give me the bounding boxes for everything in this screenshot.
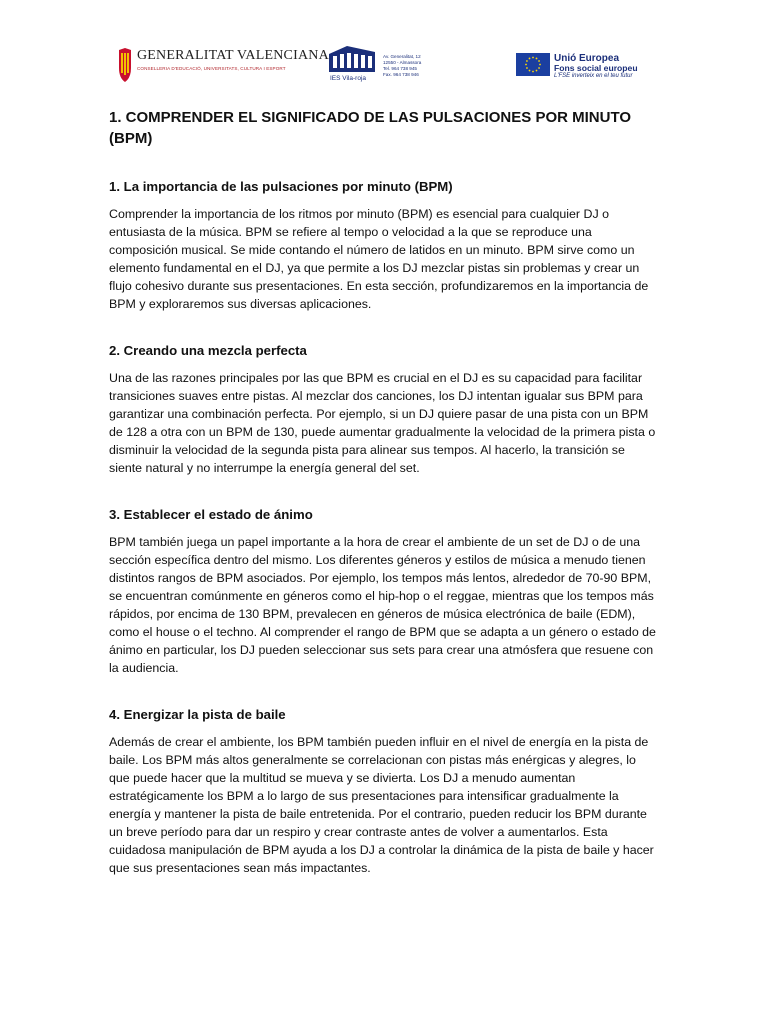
eu-fons: Fons social europeu xyxy=(554,63,638,73)
section-set-mood xyxy=(109,506,659,677)
eu-star-icon xyxy=(525,64,527,66)
section-heading: 1. La importancia de las pulsaciones por minuto (BPM) xyxy=(109,179,453,194)
section-heading: 2. Creando una mezcla perfecta xyxy=(109,343,307,358)
ies-logo xyxy=(327,44,421,86)
eu-logo xyxy=(516,53,638,80)
ies-address xyxy=(383,54,421,86)
ies-address-line: 12550 - Almassora xyxy=(383,60,422,65)
section-paragraph: Comprender la importancia de los ritmos por minuto (BPM) es esencial para cualquier DJ o entusiasta de la música. BPM se refiere al tempo o velocidad a la que se reproduce una composición musical. Se mide contando el número de latidos en un minuto. BPM sirve como un elemento fundamental en el DJ, ya que permite a los DJ mezclar pistas sin problemas y crear un flujo cohesivo durante sus presentaciones. En esta sección, profundizaremos en la importancia de BPM y exploraremos sus diversas aplicaciones. xyxy=(109,207,649,311)
ies-address-line: Av. Generalitat, 12 xyxy=(383,54,421,59)
eu-star-icon xyxy=(532,71,534,73)
eu-flag-icon xyxy=(516,53,550,76)
section-heading: 3. Establecer el estado de ánimo xyxy=(109,507,313,522)
section-bpm-importance xyxy=(109,178,659,313)
ies-address-line: Fax. 964 738 946 xyxy=(383,72,419,77)
section-energize-floor xyxy=(109,706,659,877)
section-perfect-mix xyxy=(109,342,659,477)
generalitat-emblem-icon xyxy=(117,48,133,82)
generalitat-name: GENERALITAT VALENCIANA xyxy=(137,48,329,63)
section-paragraph: BPM también juega un papel importante a la hora de crear el ambiente de un set de DJ o de una sección específica dentro del mismo. Los diferentes géneros y estilos de música a menudo tienen distintos rangos de BPM asociados. Por ejemplo, los tempos más lentos, alrededor de 70-90 BPM, se encuentran comúnmente en géneros como el hip-hop o el reggae, mientras que los tempos más rápidos, por encima de 130 BPM, prevalecen en géneros de música electrónica de baile (EDM), como el house o el techno. Al comprender el rango de BPM que se adapta a un género o estado de ánimo en particular, los DJ pueden seleccionar sus sets para crear una atmósfera que resuene con la audiencia. xyxy=(109,535,656,675)
document-header xyxy=(0,44,768,96)
section-paragraph: Además de crear el ambiente, los BPM también pueden influir en el nivel de energía en la pista de baile. Los BPM más altos generalmente se correlacionan con pistas más enérgicas y alegres, lo que puede hacer que la multitud se mueva y se divierta. Los DJ a menudo aumentan estratégicamente los BPM a lo largo de sus presentaciones para intensificar gradualmente la energía y mantener la pista de baile entretenida. Por el contrario, pueden reducir los BPM durante un breve período para dar un respiro y crear contraste antes de volver a aumentarlos. Esta cuidadosa manipulación de BPM ayuda a los DJ a controlar la dinámica de la pista de baile y hacer que sus presentaciones sean más impactantes. xyxy=(109,735,654,875)
eu-title: Unió Europea xyxy=(554,53,620,64)
section-heading: 4. Energizar la pista de baile xyxy=(109,707,286,722)
generalitat-subtitle: CONSELLERIA D'EDUCACIÓ, UNIVERSITATS, CULTURA I ESPORT xyxy=(137,66,286,71)
ies-name: IES Vila-roja xyxy=(330,75,367,82)
eu-subtitle: L'FSE inverteix en el teu futur xyxy=(554,73,633,79)
eu-star-icon xyxy=(529,58,531,60)
eu-star-icon xyxy=(526,67,528,69)
document-body xyxy=(109,107,659,877)
section-paragraph: Una de las razones principales por las que BPM es crucial en el DJ es su capacidad para facilitar transiciones suaves entre pistas. Al mezclar dos canciones, los DJ intentan igualar sus BPM para garantizar una combinación perfecta. Por ejemplo, si un DJ quiere pasar de una pista con un BPM de 128 a otra con un BPM de 130, puede aumentar gradualmente la velocidad de la primera pista o disminuir la velocidad de la segunda pista para alinear sus tempos. Al hacerlo, la transición se siente natural y no interrumpe la energía general del set. xyxy=(109,371,656,475)
eu-star-icon xyxy=(538,67,540,69)
ies-building-icon xyxy=(327,44,377,74)
ies-address-line: Tel. 964 738 945 xyxy=(383,66,417,71)
eu-star-icon xyxy=(536,58,538,60)
eu-star-icon xyxy=(526,60,528,62)
eu-star-icon xyxy=(529,70,531,72)
generalitat-logo xyxy=(117,48,329,82)
eu-star-icon xyxy=(536,70,538,72)
eu-star-icon xyxy=(538,60,540,62)
eu-star-icon xyxy=(532,57,534,59)
eu-star-icon xyxy=(539,64,541,66)
page-title: 1. COMPRENDER EL SIGNIFICADO DE LAS PULSACIONES POR MINUTO (BPM) xyxy=(109,109,631,147)
